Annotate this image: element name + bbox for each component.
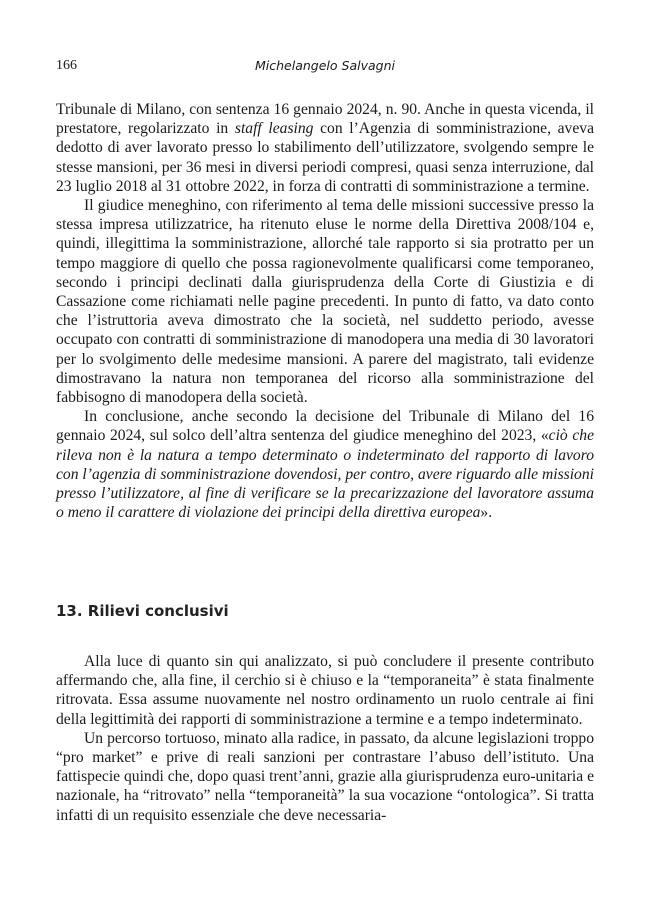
section-heading: 13. Rilievi conclusivi <box>56 602 229 620</box>
paragraph-2: Il giudice meneghino, con riferimento al tema delle missioni successive presso la stessa impresa utilizzatrice, ha ritenuto eluse le norme della Direttiva 2008/104 e, quindi, illegittima la somministrazione, allorché tale rapporto si sia protratto per un tempo maggiore di quello che possa ragionevolmente qualificarsi come temporaneo, secondo i principi declinati dalla giurisprudenza della Corte di Giustizia e di Cassazione come richiamati nelle pagine precedenti. In punto di fatto, va dato conto che l’istruttoria aveva dimostrato che la società, nel suddetto periodo, avesse occupato con contratti di somministrazione di manodopera una media di 30 lavoratori per lo svolgimento delle medesime mansioni. A parere del magistrato, tali evidenze dimostravano la natura non temporanea del ricorso alla somministrazione del fabbisogno di manodopera della società. <box>56 197 594 407</box>
paragraph-3 <box>56 407 594 522</box>
running-header <box>56 58 594 78</box>
running-author: Michelangelo Salvagni <box>255 58 395 73</box>
section-body <box>56 652 594 825</box>
paragraph-text: Tribunale di Milano, con sentenza 16 gennaio 2024, n. 90. Anche in questa vicenda, il prestatore, regolarizzato in <box>56 101 594 138</box>
paragraph-text: ». <box>480 504 493 522</box>
body-text <box>56 100 594 522</box>
section-paragraph-1: Alla luce di quanto sin qui analizzato, si può concludere il presente contributo affermando che, alla fine, il cerchio si è chiuso e la “temporaneita” è stata finalmente ritrovata. Essa assume nuovamente nel nostro ordinamento un ruolo centrale ai fini della legittimità dei rapporti di somministrazione a termine e a tempo indeterminato. <box>56 653 594 728</box>
paragraph-text: con l’Agenzia di somministrazione, aveva dedotto di aver lavorato presso lo stabilimento dell’utilizzatore, svolgendo sempre le stesse mansioni, per 36 mesi in diversi periodi compresi, quasi senza interruzione, dal 23 luglio 2018 al 31 ottobre 2022, in forza di contratti di somministrazione a termine. <box>56 120 594 195</box>
paragraph-1 <box>56 100 594 196</box>
paragraph-text: In conclusione, anche secondo la decisione del Tribunale di Milano del 16 gennaio 2024, sul solco dell’altra sentenza del giudice meneghino del 2023, « <box>56 408 594 445</box>
quotation: ciò che rileva non è la natura a tempo determinato o indeterminato del rapporto di lavoro con l’agenzia di somministrazione dovendosi, per contro, avere riguardo alle missioni presso l’utilizzatore, al fine di verificare se la precarizzazione del lavoratore assuma o meno il carattere di violazione dei principi della direttiva europea <box>56 427 594 522</box>
section-paragraph-2: Un percorso tortuoso, minato alla radice, in passato, da alcune legislazioni troppo “pro market” e prive di reali sanzioni per contrastare l’abuso dell’istituto. Una fattispecie quindi che, dopo quasi trent’anni, grazie alla giurisprudenza euro-unitaria e nazionale, ha “ritrovato” nella “temporaneità” la sua vocazione “ontologica”. Si tratta infatti di un requisito essenziale che deve necessaria- <box>56 729 594 824</box>
italic-term: staff leasing <box>234 120 314 138</box>
page-number: 166 <box>56 58 77 73</box>
